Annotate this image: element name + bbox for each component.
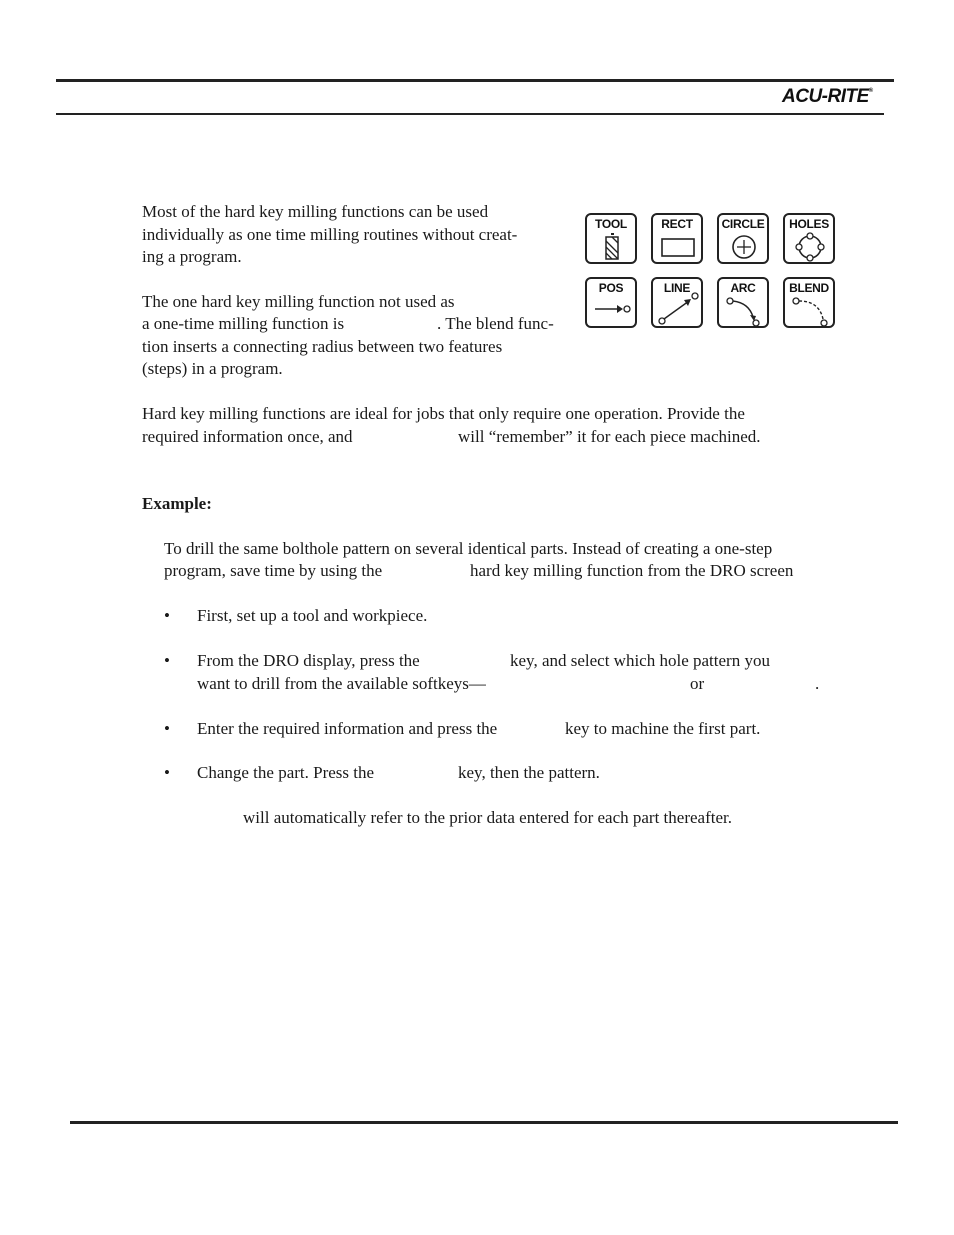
hard-key-panel [585,213,841,331]
circle-icon [719,215,771,266]
bullet-3-text-a: Enter the required information and press the [197,719,498,738]
blend-key[interactable]: BLEND [783,277,835,328]
brand-logo: ACU-RITE® [782,86,873,107]
bullet-2-text-a: From the DRO display, press the [197,651,420,670]
bullet-2-text-d: or [690,674,705,693]
para2-line4: (steps) in a program. [142,359,283,378]
bullet-4-text-b: key, then the pattern. [458,763,600,782]
bullet-2-text-b: key, and select which hole pattern you [510,651,770,670]
para1-line3: ing a program. [142,247,242,266]
example-heading: Example: [142,494,212,513]
bullet-2-text-c: want to drill from the available softkeys— [197,674,486,693]
bullet-1-text: First, set up a tool and workpiece. [197,606,428,625]
pos-key[interactable]: POS [585,277,637,328]
tool-icon [587,215,639,266]
para1-line2: individually as one time milling routines without creat- [142,225,518,244]
tool-key[interactable]: TOOL [585,213,637,264]
line-icon [653,279,705,330]
bullet-2-marker: • [164,651,170,670]
example-intro-line2a: program, save time by using the [164,561,383,580]
holes-icon [785,215,837,266]
arc-icon [719,279,771,330]
rect-key[interactable]: RECT [651,213,703,264]
footer-rule [70,1121,898,1124]
header-rule-top [56,79,894,82]
closing-text: will automatically refer to the prior data entered for each part thereafter. [243,808,732,827]
para2-line2b: . The blend func- [437,314,554,333]
para3-line2b: will “remember” it for each piece machined. [458,427,761,446]
line-key[interactable]: LINE [651,277,703,328]
position-arrow-icon [587,279,639,330]
header-rule-bottom [56,113,884,115]
holes-key[interactable]: HOLES [783,213,835,264]
rectangle-icon [653,215,705,266]
bullet-1-marker: • [164,606,170,625]
bullet-3-text-b: key to machine the first part. [565,719,761,738]
circle-key[interactable]: CIRCLE [717,213,769,264]
para2-line1: The one hard key milling function not used as [142,292,455,311]
para1-line1: Most of the hard key milling functions can be used [142,202,489,221]
blend-icon [785,279,837,330]
para2-line3: tion inserts a connecting radius between two features [142,337,503,356]
bullet-4-marker: • [164,763,170,782]
para3-line1: Hard key milling functions are ideal for jobs that only require one operation. Provide the [142,404,745,423]
arc-key[interactable]: ARC [717,277,769,328]
example-intro-line1: To drill the same bolthole pattern on several identical parts. Instead of creating a one-step [164,539,773,558]
example-intro-line2b: hard key milling function from the DRO screen [470,561,794,580]
bullet-4-text-a: Change the part. Press the [197,763,375,782]
bullet-3-marker: • [164,719,170,738]
para3-line2a: required information once, and [142,427,353,446]
bullet-2-text-e: . [815,674,820,693]
para2-line2a: a one-time milling function is [142,314,345,333]
